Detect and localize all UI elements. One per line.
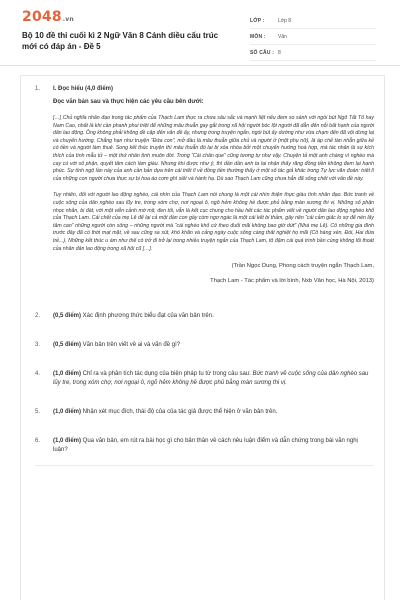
- document-title: Bộ 10 đề thi cuối kì 2 Ngữ Văn 8 Cánh diều cấu trúc mới có đáp án - Đề 5: [22, 31, 219, 51]
- question-points: (1,0 điểm): [53, 371, 82, 378]
- exam-content: [20, 75, 385, 600]
- question-body: [53, 85, 374, 292]
- question-quote: Bức tranh về cuộc sống của dân nghèo sau lũy tre, trong xóm chợ, nơi ngoại ô, ngõ hẻm không hề được phủ bằng màn sương thi vị.: [53, 371, 369, 387]
- question-2: [35, 312, 374, 321]
- question-points: (1,0 điểm): [53, 409, 82, 416]
- meta-key: SỐ CÂU :: [250, 49, 275, 56]
- citation-line: Thạch Lam - Tác phẩm và lời bình, Nxb Văn học, Hà Nội, 2013): [210, 278, 374, 285]
- question-body: [53, 437, 374, 455]
- question-points: (0,5 điểm): [53, 313, 82, 320]
- question-3: [35, 341, 374, 350]
- question-body: [53, 312, 374, 321]
- passage-paragraph: […] Chủ nghĩa nhân đạo trong tác phẩm của Thạch Lam thực ra chưa sâu sắc và mạnh liệt nếu đem so sánh với ngòi bút Ngô Tất Tố hay Nam Cao, nhất là khi cần phanh phui triệt để những mâu thuẫn gay gắt trong xã hội người bóc lột người đã dẫn đến nỗi bất hạnh của người dân lao động. Ông không phải không đề cập đến vấn đề ấy, nhưng trong truyện ngắn, ngòi bút ấy dường như vừa chạm đến đã vội dừng lại và chuyển hướng. Chẳng hạn như truyện “Đứa con”, mở đầu là mâu thuẫn giữa chủ và người ở (một phụ nữ), là áp chế tàn nhẫn giữa kẻ có tiền và người làm thuê. Song kết thúc truyện thì mâu thuẫn đó lại bị xóa nhòa bởi một chuyển hướng hoà hợp, mà tác nhân là sự kích thích của tình mẫu tử – một thứ nhân tình muôn đời. Trong “Cái chân que” cũng tương tự như vậy. Chuyện tả một anh chàng vì nghèo mà cay cú với số phận, quyết tâm cách làm giàu. Nhưng khi được như ý, thì dần dần anh ta lại nhận thấy răng đồng tiền không đem lại hạnh phúc. Sự tính ngộ lần này của anh cần bản dựa trên cái triết lí về đồng tiền thường thấy ở một số tác giả khác trong Tự lực văn đoàn: triết lí của những con người chưa thực sự bị hoa áo cơm ghì siết và hành hạ. Dù sao Thạch Lam cũng chưa hẳn đã sống chết với vấn đề này.: [53, 115, 374, 182]
- question-number: 1.: [35, 86, 41, 92]
- meta-row-subject: [250, 29, 376, 45]
- question-divider: [35, 465, 374, 466]
- document-meta: [250, 13, 376, 61]
- question-text: Qua văn bản, em rút ra bài học gì cho bản thân về cách nêu luận điểm và dẫn chứng trong bài văn nghị luận?: [53, 438, 358, 454]
- meta-key: MÔN :: [250, 33, 266, 40]
- meta-row-class: [250, 13, 376, 29]
- question-6: [35, 437, 374, 455]
- citation-line: (Trần Ngọc Dung, Phong cách truyện ngắn Thạch Lam,: [231, 263, 374, 270]
- section-title: I. Đọc hiểu (4,0 điểm): [53, 86, 114, 92]
- question-points: (0,5 điểm): [53, 342, 82, 349]
- question-text: Nhận xét mục đích, thái độ của của tác giả được thể hiện ở văn bản trên.: [81, 409, 278, 416]
- question-number: 6.: [35, 438, 41, 445]
- meta-value: 8: [278, 49, 281, 56]
- passage-paragraph: Tuy nhiên, đối với người lao động nghèo, cái nhìn của Thạch Lam nói chung là một cái nhìn thiện thực giàu tình nhân đạo. Bức tranh về cuộc sống của dân nghèo sau lũy tre, trong xóm chợ, nơi ngoại ô, ngõ hẻm không hề được phủ bằng màn sương thi vị. Những số phận nhọc nhằn, bi đát, với một viễn cảnh mờ mịt, đen tối, vẫn là kết cục chung cho hầu hết các tác phẩm viết về người dân lao động nghèo khổ của Thạch Lam. Cái chết của mẹ Lê để lại cả một đàn con gầy còm ngơ ngác là một cái kết bi thảm, gây nên “cái cảm giác lo sợ để nén lấy tâm can” những người còn sống – những người mà “cái nghèo khổ cứ theo đuổi mãi không bao giờ dứt” (Nhà mẹ Lê). Cô những gia đình trước đây đã có thời mạt mặt, về sau cũng sa sút, khó khăn và cảng ngày cuộc sống càng thất nghiệt họ mãi (Cô hàng xén, Đói, Hai đứa trẻ...). Những kết thúc u ám như thế có trở đi trở lại trong nhiều truyện ngắn của Thạch Lam, tô đậm cái quá trình bần cùng không lối thoát của nhân dân lao động trong xã hội cũ […].: [53, 192, 374, 252]
- meta-value: Lớp 8: [278, 17, 292, 24]
- page-header: [0, 0, 400, 66]
- question-body: [53, 408, 374, 417]
- question-4: [35, 370, 374, 388]
- question-1: [35, 85, 374, 292]
- question-number: 2.: [35, 313, 41, 320]
- question-number: 5.: [35, 409, 41, 416]
- passage-citation: [53, 262, 374, 285]
- question-text: Xác định phương thức biểu đạt của văn bản trên.: [81, 313, 214, 320]
- meta-value: Văn: [278, 33, 287, 40]
- question-5: [35, 408, 374, 417]
- logo-text: 2048: [22, 9, 62, 25]
- question-number: 4.: [35, 371, 41, 378]
- logo-suffix: .vn: [62, 16, 74, 23]
- reading-passage: [53, 115, 374, 253]
- question-body: [53, 341, 374, 350]
- question-text: Chỉ ra và phân tích tác dụng của biện pháp tu từ trong câu sau:: [81, 371, 253, 378]
- section-instruction: Đọc văn bản sau và thực hiện các yêu cầu bên dưới:: [53, 99, 204, 105]
- meta-key: LỚP :: [250, 17, 265, 24]
- meta-row-count: [250, 45, 376, 61]
- question-points: (1,0 điểm): [53, 438, 82, 445]
- question-number: 3.: [35, 342, 41, 349]
- question-body: [53, 370, 374, 388]
- site-logo[interactable]: [22, 9, 74, 25]
- question-text: Văn bản trên viết về ai và vấn đề gì?: [81, 342, 181, 349]
